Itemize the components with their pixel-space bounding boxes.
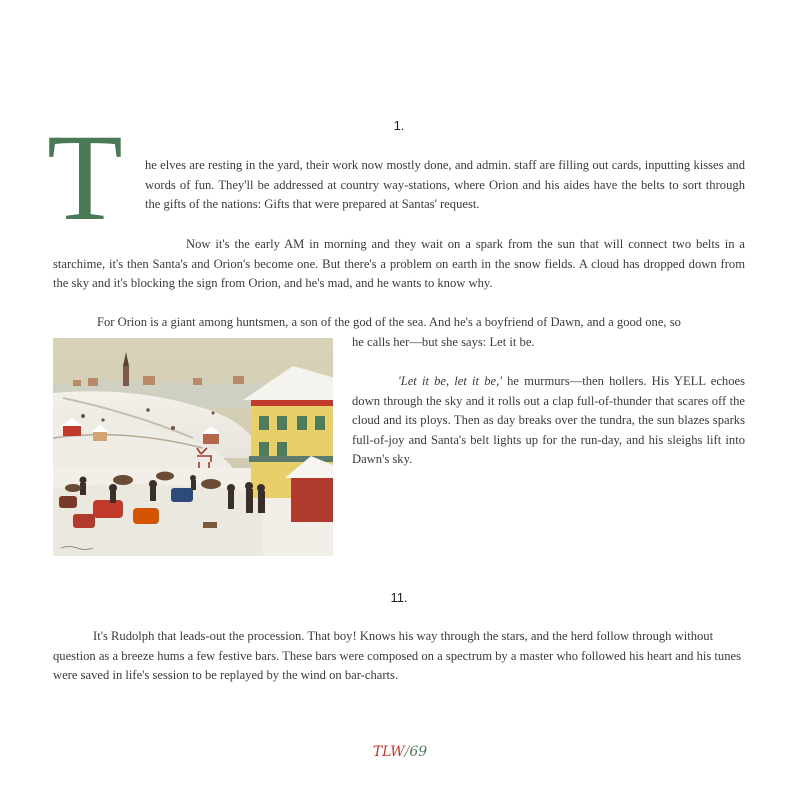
paragraph-elves: he elves are resting in the yard, their work now mostly done, and admin. staff are filling out cards, inputting kisses and words of fun. They'll be addressed at country way-stations, where Orion and his aides have the belts to sort through the gifts of the nations: Gifts that were prepared at Santas' request. — [145, 158, 745, 211]
drop-cap: T — [47, 109, 123, 246]
paragraph-early-am: Now it's the early AM in morning and they wait on a spark from the sun that will connect two belts in a starchime, it's then Santa's and Orion's become one. But there's a problem on earth in the snow fields. A cloud has dropped down from the sky and it's blocking the sign from Orion, and he's mad, and he wants to know why. — [53, 237, 745, 290]
paragraph-rudolph: It's Rudolph that leads-out the procession. That boy! Knows his way through the stars, and the herd follow through without question as a breeze hums a few festive bars. These bars were composed on a spectrum by a master who followed his heart and his tunes were saved in life's session to be replayed by the wind on bar-charts. — [53, 629, 742, 682]
paragraph-orion-line2: he calls her—but she says: Let it be. — [352, 335, 535, 349]
section-number-2: 11. — [390, 590, 408, 605]
footer-page-number: 69 — [409, 744, 428, 760]
winter-village-painting — [53, 338, 333, 556]
let-it-be-rest: he murmurs—then hollers. His YELL echoes down through the sky and it rolls out a clap full-of-thunder that scares off the cloud and its ploys. Then as day breaks over the tundra, the sun blazes sparks full-of-joy and Santa's belt lights up for the run-day, and his sleighs lift into Dawn's sky. — [352, 374, 745, 466]
section-number-1: 1. — [393, 118, 405, 133]
paragraph-let-it-be — [352, 372, 745, 470]
footer-slash: / — [404, 744, 410, 760]
footer-tlw: TLW — [372, 744, 405, 760]
let-it-be-quote: 'Let it be, let it be,' — [398, 374, 502, 388]
page-footer — [0, 744, 800, 760]
paragraph-orion-line1: For Orion is a giant among huntsmen, a son of the god of the sea. And he's a boyfriend of Dawn, and a good one, so — [97, 315, 681, 329]
